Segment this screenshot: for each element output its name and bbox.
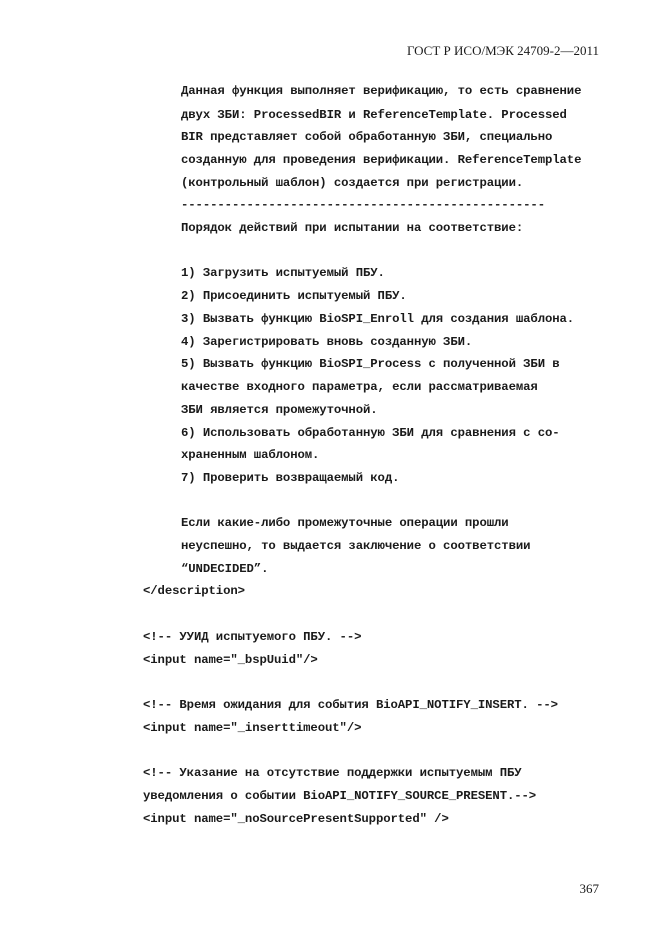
code-comment: <!-- Указание на отсутствие поддержки испытуемым ПБУ (143, 766, 522, 780)
intro-line: BIR представляет собой обработанную ЗБИ, специально (181, 130, 553, 144)
code-input-tag: <input name="_bspUuid"/> (143, 653, 318, 667)
code-input-tag: <input name="_inserttimeout"/> (143, 721, 362, 735)
intro-line: (контрольный шаблон) создается при регистрации. (181, 176, 524, 190)
intro-line: созданную для проведения верификации. ReferenceTemplate (181, 153, 582, 167)
document-header: ГОСТ Р ИСО/МЭК 24709-2—2011 (406, 43, 599, 58)
step-item: 2) Присоединить испытуемый ПБУ. (181, 289, 407, 303)
step-item: 7) Проверить возвращаемый код. (181, 471, 400, 485)
description-close-tag: </description> (143, 584, 245, 598)
step-item: 5) Вызвать функцию BioSPI_Process с полученной ЗБИ в (181, 357, 560, 371)
code-comment: уведомления о событии BioAPI_NOTIFY_SOURCE_PRESENT.--> (143, 789, 537, 803)
step-item-continued: качестве входного параметра, если рассматриваемая (181, 380, 538, 394)
step-item: 4) Зарегистрировать вновь созданную ЗБИ. (181, 335, 473, 349)
separator-line: -------------------------------------------------- (181, 198, 545, 212)
code-input-tag: <input name="_noSourcePresentSupported" /> (143, 812, 449, 826)
conclusion-line: неуспешно, то выдается заключение о соответствии (181, 539, 531, 553)
intro-line: Данная функция выполняет верификацию, то есть сравнение (181, 84, 582, 98)
step-item: 3) Вызвать функцию BioSPI_Enroll для создания шаблона. (181, 312, 575, 326)
page-number: 367 (579, 881, 599, 896)
conclusion-line: Если какие-либо промежуточные операции прошли (181, 516, 509, 530)
intro-line: двух ЗБИ: ProcessedBIR и ReferenceTemplate. Processed (181, 108, 567, 122)
code-comment: <!-- Время ожидания для события BioAPI_NOTIFY_INSERT. --> (143, 698, 558, 712)
conclusion-line: “UNDECIDED”. (181, 562, 269, 576)
step-item: 1) Загрузить испытуемый ПБУ. (181, 266, 385, 280)
procedure-title: Порядок действий при испытании на соответствие: (181, 221, 524, 235)
step-item-continued: храненным шаблоном. (181, 448, 320, 462)
step-item-continued: ЗБИ является промежуточной. (181, 403, 378, 417)
code-comment: <!-- УУИД испытуемого ПБУ. --> (143, 630, 362, 644)
step-item: 6) Использовать обработанную ЗБИ для сравнения с со- (181, 426, 560, 440)
